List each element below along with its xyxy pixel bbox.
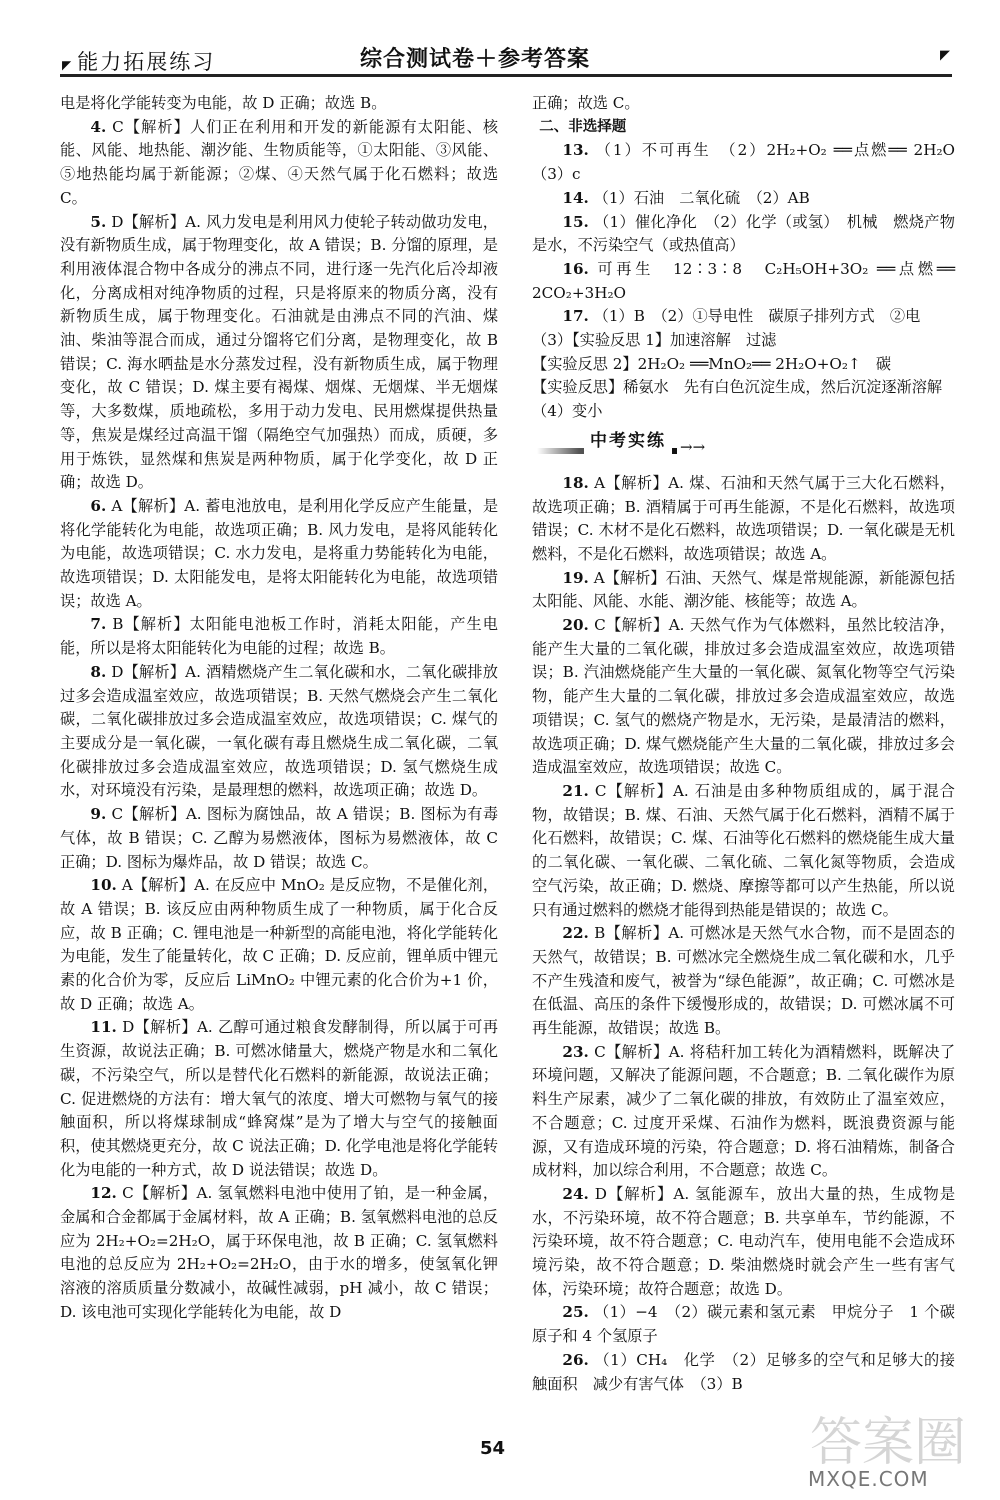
question-number: 23. (562, 1042, 589, 1061)
answer-text: D【解析】A. 风力发电是利用风力使轮子转动做功发电，没有新物质生成，属于物理变化，故 A 错误；B. 分馏的原理，是利用液体混合物中各成分的沸点不同，进行逐一先汽化后冷却液化，分离成相对纯净物质的过程，只是将原来的物质分离，没有新物质生成，属于物理变化。石油就是由沸点不同的汽油、煤油、柴油等混合而成，通过分馏将它们分离，是物理变化，故 B 错误；C. 海水晒盐是水分蒸发过程，没有新物质生成，属于物理变化，故 C 错误；D. 煤主要有褐煤、烟煤、无烟煤、半无烟煤等，大多数煤，质地疏松，多用于动力发电、民用燃煤提供热量等，焦炭是煤经过高温干馏（隔绝空气加强热）而成，质硬，多用于炼铁，显然煤和焦炭是两种物质，属于化学变化，故 D 正确；故选 D。 (60, 212, 498, 492)
right-column-top (532, 92, 971, 424)
banner-arrows: →→ (680, 437, 706, 456)
answer-text: 【实验反思】稀氨水 先有白色沉淀生成，然后沉淀逐渐溶解 (532, 378, 943, 397)
answer-text: （3）【实验反思 1】加速溶解 过滤 (532, 331, 777, 350)
answer-paragraph (532, 1183, 955, 1302)
answer-text: D【解析】A. 氢能源车，放出大量的热，生成物是水，不污染环境，故不符合题意；B. 共享单车，节约能源，不污染环境，故不符合题意；C. 电动汽车，使用电能不会造成环境污染，故不符合题意；D. 柴油燃烧时就会产生一些有害气体，污染环境；故符合题意；故选 D。 (532, 1184, 956, 1298)
answer-text: （1）−4 （2）碳元素和氢元素 甲烷分子 1 个碳原子和 4 个氢原子 (532, 1303, 955, 1346)
answer-paragraph (60, 92, 498, 116)
answer-text: C【解析】A. 氢氧燃料电池中使用了铂，是一种金属，金属和合金都属于金属材料，故 A 正确；B. 氢氧燃料电池的总反应为 2H₂+O₂=2H₂O，属于环保电池，故 B 正确；C. 氢氧燃料电池的总反应为 2H₂+O₂=2H₂O，由于水的增多，使氢氧化钾溶液的溶质质量分数减小，故碱性减弱，pH 减小，故 C 错误；D. 该电池可实现化学能转化为电能，故 D (60, 1184, 499, 1321)
banner-title: 中考实练 (584, 430, 672, 454)
triangle-icon: ◤ (62, 58, 74, 72)
answer-paragraph (60, 1016, 498, 1182)
left-column (60, 92, 498, 1325)
answer-text: A【解析】A. 蓄电池放电，是利用化学反应产生能量，是将化学能转化为电能，故选项正确；B. 风力发电，是将风能转化为电能，故选项错误；C. 水力发电，是将重力势能转化为电能，故选项错误；D. 太阳能发电，是将太阳能转化为电能，故选项错误；故选 A。 (60, 496, 499, 610)
answer-paragraph (60, 211, 498, 495)
answer-text: 电是将化学能转变为电能，故 D 正确；故选 B。 (60, 94, 387, 112)
question-number: 19. (562, 568, 589, 587)
answer-text: D【解析】A. 乙醇可通过粮食发酵制得，所以属于可再生资源，故说法正确；B. 可燃冰储量大，燃烧产物是水和二氧化碳，不污染空气，所以是替代化石燃料的新能源，故说法正确；C. 促进燃烧的方法有：增大氧气的浓度、增大可燃物与氧气的接触面积，所以将煤球制成“蜂窝煤”是为了增大与空气的接触面积，使其燃烧更充分，故 C 说法正确；D. 化学电池是将化学能转化为电能的一种方式，故 D 说法错误；故选 D。 (60, 1018, 499, 1179)
answer-text: （1）CH₄ 化学 （2）足够多的空气和足够大的接触面积 减少有害气体 （3）B (532, 1350, 955, 1393)
header-center-title: 综合测试卷＋参考答案 (360, 47, 591, 72)
answer-paragraph (532, 329, 955, 353)
answer-text: C【解析】A. 图标为腐蚀品，故 A 错误；B. 图标为有毒气体，故 B 错误；C. 乙醇为易燃液体，图标为易燃液体，故 C 正确；D. 图标为爆炸品，故 D 错误；故选 C。 (60, 805, 499, 871)
question-number: 10. (90, 876, 117, 895)
answer-paragraph (532, 1349, 955, 1396)
answer-text: C【解析】A. 天然气作为气体燃料，虽然比较洁净，能产生大量的二氧化碳，排放过多会造成温室效应，故选项错误；B. 汽油燃烧能产生大量的一氧化碳、氮氧化物等空气污染物，能产生大量的二氧化碳，排放过多会造成温室效应，故选项错误；C. 氢气的燃烧产物是水，无污染，是最清洁的燃料，故选项正确；D. 煤气燃烧能产生大量的二氧化碳，排放过多会造成温室效应，故选项错误；故选 C。 (532, 616, 956, 777)
answer-paragraph (532, 472, 955, 567)
answer-paragraph (532, 258, 955, 305)
header-left-title (62, 46, 215, 76)
question-number: 8. (90, 662, 107, 681)
answer-text: （1）B （2）①导电性 碳原子排列方式 ②电 (593, 307, 921, 326)
question-number: 13. (562, 141, 589, 160)
answer-text: 可再生 12∶3∶8 C₂H₅OH+3O₂ ══点燃══ 2CO₂+3H₂O (532, 259, 956, 302)
page-header (0, 0, 1000, 72)
watermark-text: MXQE.COM (808, 1467, 929, 1491)
header-left-text: 能力拓展练习 (77, 50, 216, 74)
header-rule (60, 74, 952, 77)
question-number: 4. (90, 117, 107, 136)
answer-text: C【解析】A. 石油是由多种物质组成的，属于混合物，故错误；B. 煤、石油、天然气属于化石燃料，酒精不属于化石燃料，故错误；C. 煤、石油等化石燃料的燃烧能生成大量的二氧化碳、一氧化碳、二氧化硫、二氧化氮等物质，会造成空气污染，故正确；D. 燃烧、摩擦等都可以产生热能，所以说只有通过燃料的燃烧才能得到热能是错误的；故选 C。 (532, 781, 955, 919)
question-number: 14. (562, 188, 589, 207)
answer-text: C【解析】人们正在利用和开发的新能源有太阳能、核能、风能、地热能、潮汐能、生物质能等，①太阳能、③风能、⑤地热能均属于新能源；②煤、④天然气属于化石燃料；故选 C。 (60, 117, 499, 207)
question-number: 6. (90, 496, 107, 515)
answer-paragraph (60, 874, 498, 1016)
answer-text: D【解析】A. 酒精燃烧产生二氧化碳和水，二氧化碳排放过多会造成温室效应，故选项错误；B. 天然气燃烧会产生二氧化碳，二氧化碳排放过多会造成温室效应，故选项错误；C. 煤气的主要成分是一氧化碳，一氧化碳有毒且燃烧生成二氧化碳，二氧化碳排放过多会造成温室效应，故选项错误；D. 氢气燃烧生成水，对环境没有污染，是最理想的燃料，故选项正确；故选 D。 (60, 662, 498, 800)
question-number: 12. (90, 1184, 117, 1203)
answer-text: B【解析】A. 可燃冰是天然气水合物，而不是固态的天然气，故错误；B. 可燃冰完全燃烧生成二氧化碳和水，几乎不产生残渣和废气，被誉为“绿色能源”，故正确；C. 可燃冰是在低温、高压的条件下缓慢形成的，故错误；D. 可燃冰属不可再生能源，故错误；故选 B。 (532, 924, 955, 1038)
question-number: 11. (90, 1018, 117, 1037)
answer-paragraph (532, 1041, 955, 1183)
question-number: 26. (562, 1350, 589, 1369)
answer-text: 正确；故选 C。 (532, 94, 640, 112)
answer-paragraph (532, 376, 955, 400)
question-number: 21. (562, 781, 589, 800)
answer-paragraph (532, 400, 955, 424)
answer-paragraph (532, 922, 955, 1041)
question-number: 18. (562, 473, 589, 492)
question-number: 15. (562, 212, 589, 231)
answer-text: （4）变小 (532, 402, 603, 421)
answer-paragraph (532, 567, 955, 614)
watermark-logo-text: 答案圈 (810, 1413, 967, 1473)
answer-paragraph (532, 614, 955, 780)
answer-paragraph (532, 92, 955, 116)
answer-paragraph (60, 1182, 498, 1324)
answer-paragraph (60, 613, 498, 660)
answer-text: A【解析】石油、天然气、煤是常规能源，新能源包括太阳能、风能、水能、潮汐能、核能等；故选 A。 (532, 568, 956, 611)
answer-paragraph (532, 305, 955, 329)
answer-paragraph (532, 187, 955, 211)
question-number: 20. (562, 616, 589, 635)
question-number: 24. (562, 1184, 589, 1203)
answer-paragraph (60, 495, 498, 614)
question-number: 7. (90, 615, 107, 634)
answer-paragraph (60, 803, 498, 874)
answer-paragraph (60, 661, 498, 803)
question-number: 5. (90, 212, 107, 231)
question-number: 9. (90, 805, 107, 824)
triangle-right-icon: ◤ (940, 48, 950, 63)
question-number: 22. (562, 924, 589, 943)
answer-text: （1）不可再生 （2）2H₂+O₂ ══点燃══ 2H₂O （3）c (532, 141, 971, 184)
section-heading: 二、非选择题 (539, 118, 627, 135)
answer-text: （1）石油 二氧化硫 （2）AB (593, 188, 810, 207)
right-column (532, 92, 971, 1396)
question-number: 25. (562, 1303, 589, 1322)
answer-text: C【解析】A. 将秸秆加工转化为酒精燃料，既解决了环境问题，又解决了能源问题，不合题意；B. 二氧化碳作为原料生产尿素，减少了二氧化碳的排放，有效防止了温室效应，不合题意；C. 过度开采煤、石油作为燃料，既浪费资源与能源，又有造成环境的污染，符合题意；D. 将石油精炼，制备合成材料，加以综合利用，不合题意；故选 C。 (532, 1042, 956, 1180)
answer-paragraph (532, 1301, 955, 1348)
question-number: 17. (562, 307, 589, 326)
answer-text: A【解析】A. 煤、石油和天然气属于三大化石燃料，故选项正确；B. 酒精属于可再生能源，不是化石燃料，故选项错误；C. 木材不是化石燃料，故选项错误；D. 一氧化碳是无机燃料，不是化石燃料，故选项错误；故选 A。 (532, 473, 956, 563)
exam-practice-banner (532, 428, 955, 468)
answer-paragraph (532, 353, 955, 377)
answer-text: （1）催化净化 （2）化学（或氢） 机械 燃烧产物是水，不污染空气（或热值高） (532, 212, 955, 255)
answer-text: 【实验反思 2】2H₂O₂ ══MnO₂══ 2H₂O+O₂↑ 碳 (532, 354, 892, 373)
answer-paragraph (532, 211, 955, 258)
right-column-bottom (532, 472, 955, 1396)
answer-paragraph (60, 116, 498, 211)
question-number: 16. (562, 259, 589, 278)
answer-text: B【解析】太阳能电池板工作时，消耗太阳能，产生电能，所以是将太阳能转化为电能的过程；故选 B。 (60, 615, 498, 658)
answer-paragraph (532, 139, 971, 186)
answer-paragraph (532, 780, 955, 922)
page-number: 54 (480, 1438, 506, 1459)
answer-text: A【解析】A. 在反应中 MnO₂ 是反应物，不是催化剂，故 A 错误；B. 该反应由两种物质生成了一种物质，属于化合反应，故 B 正确；C. 锂电池是一种新型的高能电池，将化学能转化为电能，发生了能量转化，故 C 正确；D. 反应前，锂单质中锂元素的化合价为零，反应后 LiMnO₂ 中锂元素的化合价为+1 价，故 D 正确；故选 A。 (60, 876, 499, 1013)
